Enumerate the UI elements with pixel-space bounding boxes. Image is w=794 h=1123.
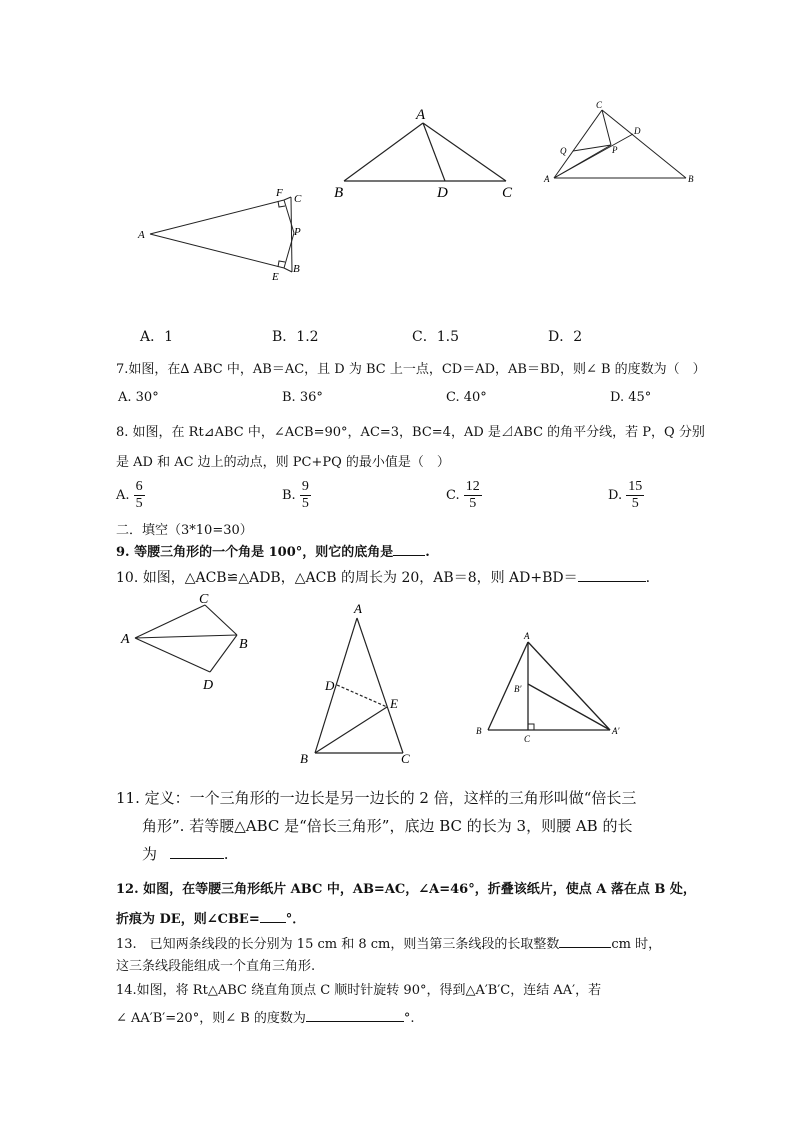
q8-option-d-letter: D. (608, 488, 623, 503)
label-A: A (544, 174, 550, 184)
question-9 (116, 541, 430, 560)
question-12-text: 折痕为 DE，则∠CBE= (116, 912, 260, 927)
q8-option-c-letter: C. (446, 488, 460, 503)
denominator: 5 (135, 496, 143, 511)
question-10-tail: . (645, 570, 651, 586)
numerator: 12 (465, 479, 480, 494)
q7-option-a[interactable]: A. 30° (118, 390, 159, 405)
label-A: A (524, 631, 530, 641)
question-12-line2 (116, 905, 696, 935)
denominator: 5 (631, 496, 639, 511)
question-8-line2: 是 AD 和 AC 边上的动点，则 PC+PQ 的最小值是（ ） (116, 455, 450, 470)
question-11 (116, 784, 636, 868)
question-11-line2: 角形”. 若等腰△ABC 是“倍长三角形”，底边 BC 的长为 3，则腰 AB 的长 (142, 817, 633, 835)
label-P: P (612, 145, 618, 155)
label-E: E (272, 271, 279, 283)
question-10 (116, 567, 650, 587)
question-10-text: 10. 如图，△ACB≌△ADB，△ACB 的周长为 20，AB＝8，则 AD+BD＝ (116, 570, 578, 586)
label-D: D (325, 678, 335, 693)
q8-option-b-letter: B. (282, 488, 296, 503)
option-c[interactable]: C．1.5 (412, 329, 459, 345)
numerator: 15 (628, 479, 643, 494)
label-A: A (416, 107, 426, 123)
label-C: C (596, 100, 603, 110)
figure-congruent-triangles (115, 590, 265, 693)
label-F: F (276, 187, 283, 199)
question-13-text: 13. 已知两条线段的长分别为 15 cm 和 8 cm，则当第三条线段的长取整数 (116, 937, 560, 952)
fraction (300, 479, 311, 512)
figure-rotated-triangle (470, 628, 640, 748)
label-E: E (390, 696, 398, 711)
figure-triangle-abdc (330, 105, 530, 205)
label-A: A (354, 601, 362, 616)
q7-option-d[interactable]: D. 45° (610, 390, 652, 405)
label-A-prime: A′ (612, 726, 620, 736)
figure-kite-afpeb (130, 180, 320, 290)
label-B: B (293, 263, 300, 275)
q8-option-a[interactable] (116, 479, 145, 512)
denominator: 5 (469, 496, 477, 511)
option-b[interactable]: B．1.2 (272, 329, 319, 345)
question-11-line3 (116, 840, 636, 868)
label-C: C (524, 734, 531, 744)
label-B: B (334, 185, 344, 201)
fraction (134, 479, 145, 512)
label-B: B (688, 174, 694, 184)
answer-blank[interactable] (393, 543, 425, 556)
question-11-tail: . (223, 845, 229, 863)
q8-option-a-letter: A. (116, 488, 130, 503)
question-14-text: ∠ AA′B′=20°，则∠ B 的度数为 (116, 1011, 306, 1026)
fraction (464, 479, 482, 512)
answer-blank[interactable] (306, 1009, 404, 1022)
q8-option-c[interactable] (446, 479, 482, 512)
label-B: B (239, 637, 248, 652)
question-7-text: 7.如图，在∆ ABC 中，AB＝AC，且 D 为 BC 上一点，CD＝AD，AB＝BD，则∠ B 的度数为（ ） (116, 362, 706, 377)
question-12 (116, 875, 696, 935)
answer-blank[interactable] (559, 935, 611, 948)
question-13-line2: 这三条线段能组成一个直角三角形. (116, 959, 316, 974)
option-d[interactable]: D．2 (548, 329, 583, 345)
question-14-line1: 14.如图，将 Rt△ABC 绕直角顶点 C 顺时针旋转 90°，得到△A′B′C，连结 AA′，若 (116, 983, 602, 998)
fraction (626, 479, 644, 512)
label-C: C (294, 193, 302, 205)
label-C: C (401, 751, 410, 766)
question-9-tail: . (425, 545, 430, 560)
question-12-tail: °． (285, 912, 306, 927)
label-A: A (121, 632, 130, 647)
question-13-unit: cm 时， (611, 937, 662, 952)
denominator: 5 (301, 496, 309, 511)
figure-isosceles-fold (295, 600, 425, 770)
q7-option-b[interactable]: B. 36° (282, 390, 323, 405)
question-11-line1: 11. 定义：一个三角形的一边长是另一边长的 2 倍，这样的三角形叫做“倍长三 (116, 789, 637, 807)
question-11-prefix: 为 (142, 845, 158, 863)
question-9-text: 9. 等腰三角形的一个角是 100°，则它的底角是 (116, 545, 394, 560)
label-A: A (138, 229, 145, 241)
section-heading: 二．填空（3*10=30） (116, 523, 253, 538)
label-Q: Q (560, 146, 567, 156)
q8-option-d[interactable] (608, 479, 644, 512)
question-12-line1: 12. 如图，在等腰三角形纸片 ABC 中，AB=AC，∠A=46°，折叠该纸片，使点 A 落在点 B 处， (116, 882, 696, 897)
question-14-line2 (116, 1005, 601, 1033)
label-B-prime: B′ (514, 684, 522, 694)
label-C: C (199, 592, 209, 607)
label-B: B (300, 751, 308, 766)
numerator: 9 (301, 479, 309, 494)
label-D: D (437, 185, 448, 201)
figure-right-triangle-cdqpab (540, 98, 710, 188)
question-8-line1: 8. 如图，在 Rt⊿ABC 中，∠ACB=90°，AC=3，BC=4，AD 是⊿ABC 的角平分线，若 P，Q 分别 (116, 425, 705, 440)
question-14-tail: °. (403, 1011, 415, 1026)
label-C: C (502, 185, 513, 201)
answer-blank[interactable] (170, 846, 224, 859)
question-13-line1 (116, 934, 661, 956)
label-P: P (294, 226, 301, 238)
question-14 (116, 977, 601, 1033)
label-D: D (634, 126, 641, 136)
option-a[interactable]: A．1 (140, 329, 174, 345)
answer-blank[interactable] (578, 569, 646, 582)
answer-blank[interactable] (260, 910, 286, 923)
label-D: D (203, 678, 214, 693)
numerator: 6 (135, 479, 143, 494)
question-13 (116, 934, 661, 978)
q7-option-c[interactable]: C. 40° (446, 390, 487, 405)
label-B: B (476, 726, 482, 736)
q8-option-b[interactable] (282, 479, 311, 512)
